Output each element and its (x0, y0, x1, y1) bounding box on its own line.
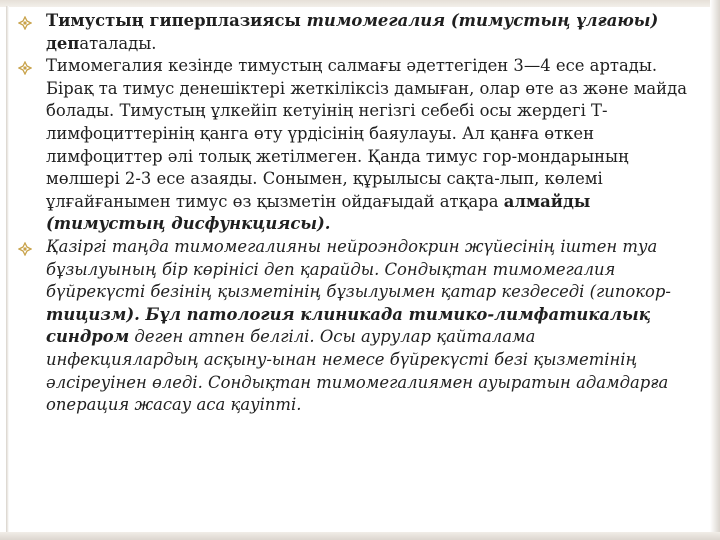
slide-frame-left (6, 6, 9, 534)
text-run: тицизм). Бұл патология клиникада тимико-лимфатикалық синдром (46, 304, 651, 347)
bullet-list (16, 10, 688, 417)
text-run: Қазіргі таңда тимомегалияны нейроэндокрин жүйесінің іштен туа бұзылуының бір көрінісі деп қарайды. Сондықтан тимомегалия бүйрекүсті безінің қызметінің бұзылуымен қатар кездеседі (гипокор- (46, 236, 671, 302)
text-run: Тимомегалия кезінде тимустың салмағы әдеттегіден 3—4 есе артады. Бірақ та тимус денешіктері жеткіліксіз дамыған, олар өте аз және майда болады. Тимустың ұлкейіп кетуінің негізгі себебі осы жердегі Т-лимфоциттерінің қанга өту үрдісінің баяулауы. Ал қанға өткен лимфоциттер әлі толық жетілмеген. Қанда тимус гор-мондарының мөлшері 2-3 есе азаяды. Сонымен, құрылысы сақта-лып, көлемі ұлғайғанымен тимус өз қызметін ойдағыдай атқара (46, 56, 687, 211)
bullet-paragraph (16, 236, 688, 417)
ornament-bullet-icon (18, 14, 32, 28)
text-run: алмайды (503, 191, 591, 211)
ornament-bullet-icon (18, 240, 32, 254)
text-run: тимомегалия (тимустың ұлғаюы) (306, 11, 659, 30)
slide-frame-top (0, 0, 720, 7)
bullet-paragraph (16, 55, 688, 236)
ornament-bullet-icon (18, 59, 32, 73)
text-run: аталады. (79, 33, 157, 53)
slide-frame-right (710, 0, 720, 540)
text-run: Тимустың гиперплазиясы (46, 11, 307, 30)
text-run: деп (46, 33, 80, 53)
bullet-paragraph (16, 10, 688, 55)
slide-frame-bottom (0, 532, 720, 540)
text-run: (тимустың дисфункциясы). (46, 214, 331, 234)
text-run: деген атпен белгілі. Осы аурулар қайталама инфекциялардың асқыну-ынан немесе бүйрекүсті безі қызметінің әлсіреуінен өледі. Сондықтан тимомегалиямен ауыратын адамдарға операция жасау аса қауіпті. (46, 327, 669, 415)
